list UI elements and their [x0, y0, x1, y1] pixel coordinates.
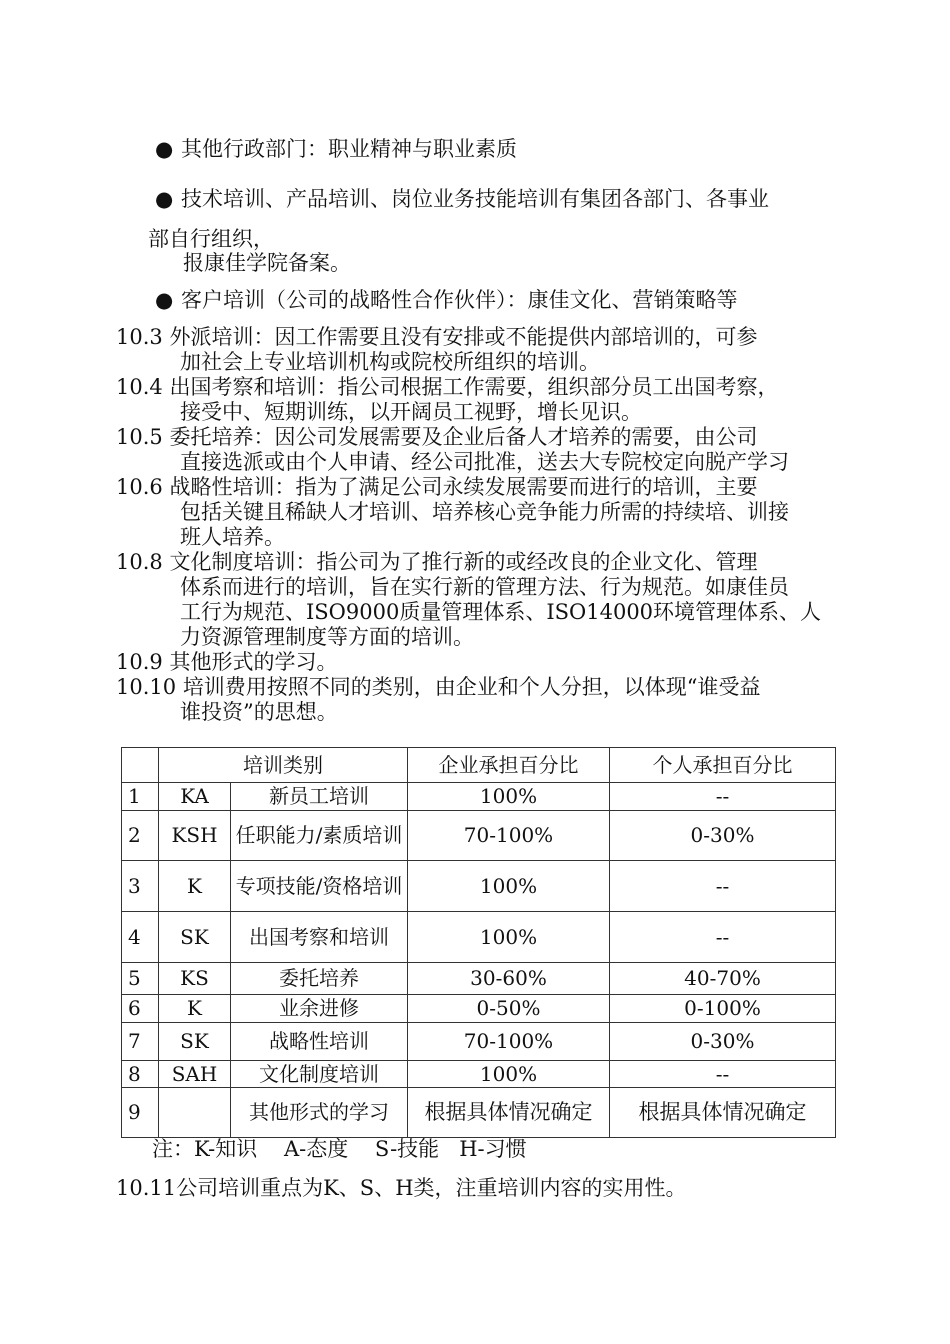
- row-training-name: 出国考察和培训: [231, 912, 408, 963]
- section-number: 10.9: [116, 650, 163, 674]
- bullet-text: 客户培训（公司的战略性合作伙伴）：康佳文化、营销策略等: [181, 288, 738, 312]
- row-training-name: 新员工培训: [231, 783, 408, 811]
- row-personal-share: 0-30%: [610, 811, 836, 861]
- section-text: 力资源管理制度等方面的培训。: [180, 625, 474, 649]
- section-text: 培训费用按照不同的类别，由企业和个人分担，以体现“谁受益: [182, 675, 761, 699]
- bullet-dot-icon: ●: [155, 187, 174, 211]
- row-company-share: 30-60%: [408, 963, 610, 995]
- section-text: 谁投资”的思想。: [180, 700, 338, 724]
- section-text: 战略性培训：指为了满足公司永续发展需要而进行的培训，主要: [169, 475, 758, 499]
- row-code: [159, 1088, 231, 1138]
- row-code: K: [159, 861, 231, 912]
- row-code: SAH: [159, 1061, 231, 1088]
- row-company-share: 100%: [408, 912, 610, 963]
- section-number: 10.10: [116, 675, 177, 699]
- table-row: [122, 1088, 836, 1138]
- section-text: 其他形式的学习。: [169, 650, 338, 674]
- row-training-name: 专项技能/资格培训: [231, 861, 408, 912]
- row-index: 7: [122, 1023, 159, 1061]
- row-code: SK: [159, 1023, 231, 1061]
- row-code: K: [159, 995, 231, 1023]
- header-category: 培训类别: [159, 748, 408, 783]
- section-text: 直接选派或由个人申请、经公司批准，送去大专院校定向脱产学习: [180, 450, 789, 474]
- bullet-item-tech-training: [155, 186, 769, 212]
- row-training-name: 战略性培训: [231, 1023, 408, 1061]
- table-row: [122, 783, 836, 811]
- row-personal-share: 根据具体情况确定: [610, 1088, 836, 1138]
- table-row: [122, 912, 836, 963]
- row-training-name: 委托培养: [231, 963, 408, 995]
- row-training-name: 任职能力/素质培训: [231, 811, 408, 861]
- section-number: 10.6: [116, 475, 163, 499]
- row-training-name: 其他形式的学习: [231, 1088, 408, 1138]
- row-personal-share: 40-70%: [610, 963, 836, 995]
- section-text: 加社会上专业培训机构或院校所组织的培训。: [180, 350, 600, 374]
- row-company-share: 100%: [408, 861, 610, 912]
- header-company-share: 企业承担百分比: [408, 748, 610, 783]
- section-text: 接受中、短期训练，以开阔员工视野，增长见识。: [180, 400, 642, 424]
- section-text: 工行为规范、ISO9000质量管理体系、ISO14000环境管理体系、人: [180, 600, 822, 624]
- section-number: 10.3: [116, 325, 163, 349]
- table-note: 注：K-知识 A-态度 S-技能 H-习惯: [152, 1137, 527, 1161]
- row-company-share: 100%: [408, 783, 610, 811]
- row-training-name: 业余进修: [231, 995, 408, 1023]
- table-row: [122, 995, 836, 1023]
- section-10-11: 10.11公司培训重点为K、S、H类，注重培训内容的实用性。: [116, 1176, 687, 1200]
- bullet-dot-icon: ●: [155, 137, 174, 161]
- header-personal-share: 个人承担百分比: [610, 748, 836, 783]
- row-index: 8: [122, 1061, 159, 1088]
- section-number: 10.4: [116, 375, 163, 399]
- row-training-name: 文化制度培训: [231, 1061, 408, 1088]
- training-fee-table: [121, 747, 836, 1138]
- section-text: 外派培训：因工作需要且没有安排或不能提供内部培训的，可参: [169, 325, 758, 349]
- section-text: 包括关键且稀缺人才培训、培养核心竞争能力所需的持续培、训接: [180, 500, 789, 524]
- table-row: [122, 1023, 836, 1061]
- row-company-share: 根据具体情况确定: [408, 1088, 610, 1138]
- row-company-share: 70-100%: [408, 811, 610, 861]
- section-number: 10.8: [116, 550, 163, 574]
- bullet-text: 其他行政部门：职业精神与职业素质: [181, 137, 517, 161]
- section-text: 委托培养：因公司发展需要及企业后备人才培养的需要，由公司: [169, 425, 758, 449]
- bullet-continuation: 部自行组织，: [148, 227, 274, 251]
- row-index: 4: [122, 912, 159, 963]
- section-number: 10.5: [116, 425, 163, 449]
- bullet-continuation: 报康佳学院备案。: [183, 251, 351, 275]
- row-personal-share: 0-100%: [610, 995, 836, 1023]
- table-row: [122, 861, 836, 912]
- bullet-item-admin: [155, 136, 517, 162]
- row-company-share: 100%: [408, 1061, 610, 1088]
- table-header-row: [122, 748, 836, 783]
- row-code: KA: [159, 783, 231, 811]
- row-index: 1: [122, 783, 159, 811]
- row-index: 6: [122, 995, 159, 1023]
- bullet-dot-icon: ●: [155, 288, 174, 312]
- bullet-item-customer-training: [155, 287, 738, 313]
- row-company-share: 70-100%: [408, 1023, 610, 1061]
- section-text: 体系而进行的培训，旨在实行新的管理方法、行为规范。如康佳员: [180, 575, 789, 599]
- row-personal-share: --: [610, 912, 836, 963]
- row-index: 5: [122, 963, 159, 995]
- section-text: 班人培养。: [180, 525, 285, 549]
- bullet-text: 技术培训、产品培训、岗位业务技能培训有集团各部门、各事业: [181, 187, 769, 211]
- row-company-share: 0-50%: [408, 995, 610, 1023]
- table-row: [122, 1061, 836, 1088]
- table-row: [122, 811, 836, 861]
- row-code: KS: [159, 963, 231, 995]
- row-personal-share: 0-30%: [610, 1023, 836, 1061]
- row-index: 9: [122, 1088, 159, 1138]
- row-code: SK: [159, 912, 231, 963]
- row-index: 3: [122, 861, 159, 912]
- row-personal-share: --: [610, 783, 836, 811]
- row-code: KSH: [159, 811, 231, 861]
- header-index: [122, 748, 159, 783]
- row-personal-share: --: [610, 1061, 836, 1088]
- row-index: 2: [122, 811, 159, 861]
- row-personal-share: --: [610, 861, 836, 912]
- section-text: 出国考察和培训：指公司根据工作需要，组织部分员工出国考察，: [169, 375, 779, 399]
- section-text: 文化制度培训：指公司为了推行新的或经改良的企业文化、管理: [169, 550, 758, 574]
- table-row: [122, 963, 836, 995]
